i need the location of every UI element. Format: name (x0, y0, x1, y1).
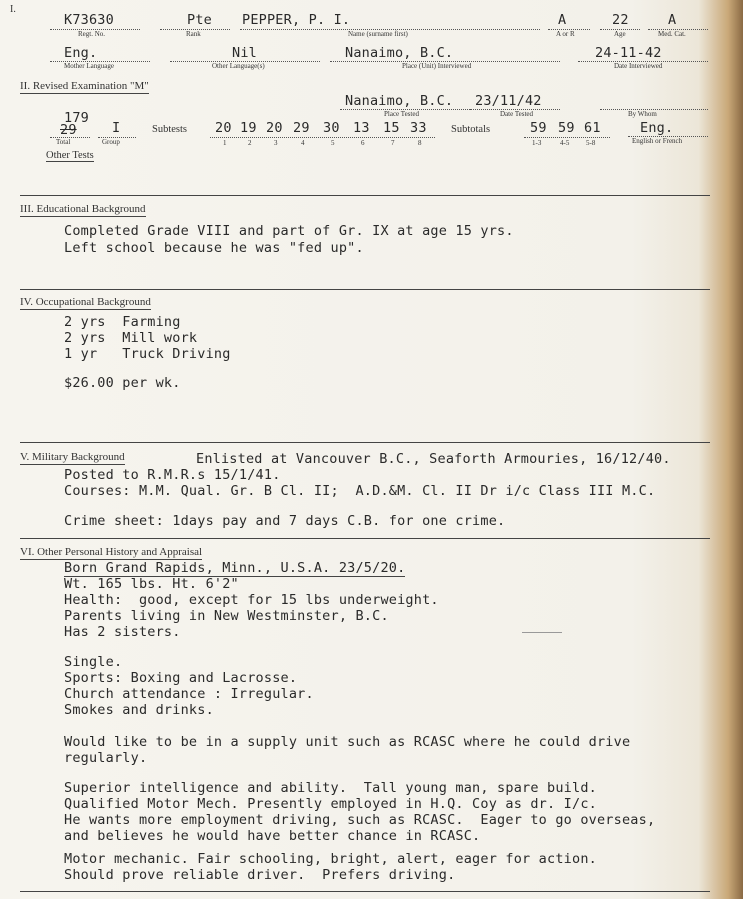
subtest-score: 20 (266, 120, 283, 136)
subtotals-label: Subtotals (451, 124, 491, 135)
a-or-r: A (558, 12, 567, 28)
subtest-score: 15 (383, 120, 400, 136)
history-line: and believes he would have better chance in RCASC. (64, 828, 481, 844)
by-whom-caption: By Whom (628, 110, 657, 118)
total-score-crossed: 29 (60, 122, 77, 138)
a-or-r-caption: A or R (556, 30, 575, 38)
history-line: Parents living in New Westminster, B.C. (64, 608, 389, 624)
history-line: Born Grand Rapids, Minn., U.S.A. 23/5/20. (64, 560, 406, 576)
history-line: Superior intelligence and ability. Tall young man, spare build. (64, 780, 597, 796)
total-caption: Total (56, 138, 71, 146)
subtests-label: Subtests (152, 124, 188, 135)
reg-no-caption: Regt. No. (78, 30, 106, 38)
total-score: 179 (64, 110, 89, 126)
history-line: Would like to be in a supply unit such as RCASC where he could drive (64, 734, 631, 750)
subtotal-range: 1-3 (532, 139, 542, 147)
section-v-title: V. Military Background (20, 451, 125, 463)
subtest-score: 33 (410, 120, 427, 136)
group-caption: Group (102, 138, 120, 146)
history-line: Should prove reliable driver. Prefers driving. (64, 867, 456, 883)
subtest-number: 5 (331, 139, 335, 147)
subtotal-range: 4-5 (560, 139, 570, 147)
history-line: Has 2 sisters. (64, 624, 181, 640)
subtest-number: 4 (301, 139, 305, 147)
place-tested-caption: Place Tested (384, 110, 419, 118)
name-caption: Name (surname first) (348, 30, 408, 38)
section-iv-title: IV. Occupational Background (20, 296, 151, 308)
wage: $26.00 per wk. (64, 375, 181, 391)
place-interviewed: Nanaimo, B.C. (345, 45, 454, 61)
history-line: Church attendance : Irregular. (64, 686, 314, 702)
date-tested-caption: Date Tested (500, 110, 534, 118)
other-language: Nil (232, 45, 257, 61)
group-value: I (112, 120, 121, 136)
section-vi-title: VI. Other Personal History and Appraisal (20, 546, 203, 558)
subtest-number: 8 (418, 139, 422, 147)
history-line: He wants more employment driving, such as RCASC. Eager to go overseas, (64, 812, 656, 828)
med-cat: A (668, 12, 677, 28)
military-line: Courses: M.M. Qual. Gr. B Cl. II; A.D.&M. Cl. II Dr i/c Class III M.C. (64, 483, 656, 499)
age: 22 (612, 12, 629, 28)
date-tested: 23/11/42 (475, 93, 542, 109)
subtest-number: 6 (361, 139, 365, 147)
history-line: Motor mechanic. Fair schooling, bright, alert, eager for action. (64, 851, 597, 867)
subtest-number: 2 (248, 139, 252, 147)
other-language-caption: Other Language(s) (212, 62, 265, 70)
subtest-number: 7 (391, 139, 395, 147)
subtest-score: 20 (215, 120, 232, 136)
occupation-line: 1 yr Truck Driving (64, 346, 231, 362)
subtotal-range: 5-8 (586, 139, 596, 147)
subtest-number: 3 (274, 139, 278, 147)
military-line: Posted to R.M.R.s 15/1/41. (64, 467, 281, 483)
rank: Pte (187, 12, 212, 28)
place-interviewed-caption: Place (Unit) Interviewed (402, 62, 472, 70)
history-line: Single. (64, 654, 123, 670)
section-ii-title: II. Revised Examination "M" (20, 80, 149, 92)
history-line: Health: good, except for 15 lbs underweight. (64, 592, 439, 608)
mother-language-caption: Mother Language (64, 62, 114, 70)
section-iii-title: III. Educational Background (20, 203, 146, 215)
subtotal-score: 59 (530, 120, 547, 136)
history-line: regularly. (64, 750, 148, 766)
history-line: Wt. 165 lbs. Ht. 6'2" (64, 576, 239, 592)
subtest-score: 29 (293, 120, 310, 136)
mother-language: Eng. (64, 45, 98, 61)
test-language-caption: English or French (632, 137, 683, 145)
section-i-number: I. (10, 4, 16, 15)
education-line: Left school because he was "fed up". (64, 240, 364, 256)
education-line: Completed Grade VIII and part of Gr. IX at age 15 yrs. (64, 223, 514, 239)
military-line: Enlisted at Vancouver B.C., Seaforth Armouries, 16/12/40. (196, 451, 671, 467)
subtotal-score: 59 (558, 120, 575, 136)
reg-no: K73630 (64, 12, 114, 28)
med-cat-caption: Med. Cat. (658, 30, 686, 38)
soldier-name: PEPPER, P. I. (242, 12, 351, 28)
subtotal-score: 61 (584, 120, 601, 136)
subtest-score: 13 (353, 120, 370, 136)
place-tested: Nanaimo, B.C. (345, 93, 454, 109)
date-interviewed: 24-11-42 (595, 45, 662, 61)
military-line: Crime sheet: 1days pay and 7 days C.B. for one crime. (64, 513, 506, 529)
history-line: Qualified Motor Mech. Presently employed in H.Q. Coy as dr. I/c. (64, 796, 597, 812)
history-line: Sports: Boxing and Lacrosse. (64, 670, 298, 686)
occupation-line: 2 yrs Mill work (64, 330, 198, 346)
subtest-number: 1 (223, 139, 227, 147)
date-interviewed-caption: Date Interviewed (614, 62, 663, 70)
history-line: Smokes and drinks. (64, 702, 214, 718)
occupation-line: 2 yrs Farming (64, 314, 181, 330)
age-caption: Age (614, 30, 626, 38)
subtest-score: 30 (323, 120, 340, 136)
subtest-score: 19 (240, 120, 257, 136)
rank-caption: Rank (186, 30, 201, 38)
other-tests-label: Other Tests (46, 150, 94, 161)
test-language: Eng. (640, 120, 674, 136)
